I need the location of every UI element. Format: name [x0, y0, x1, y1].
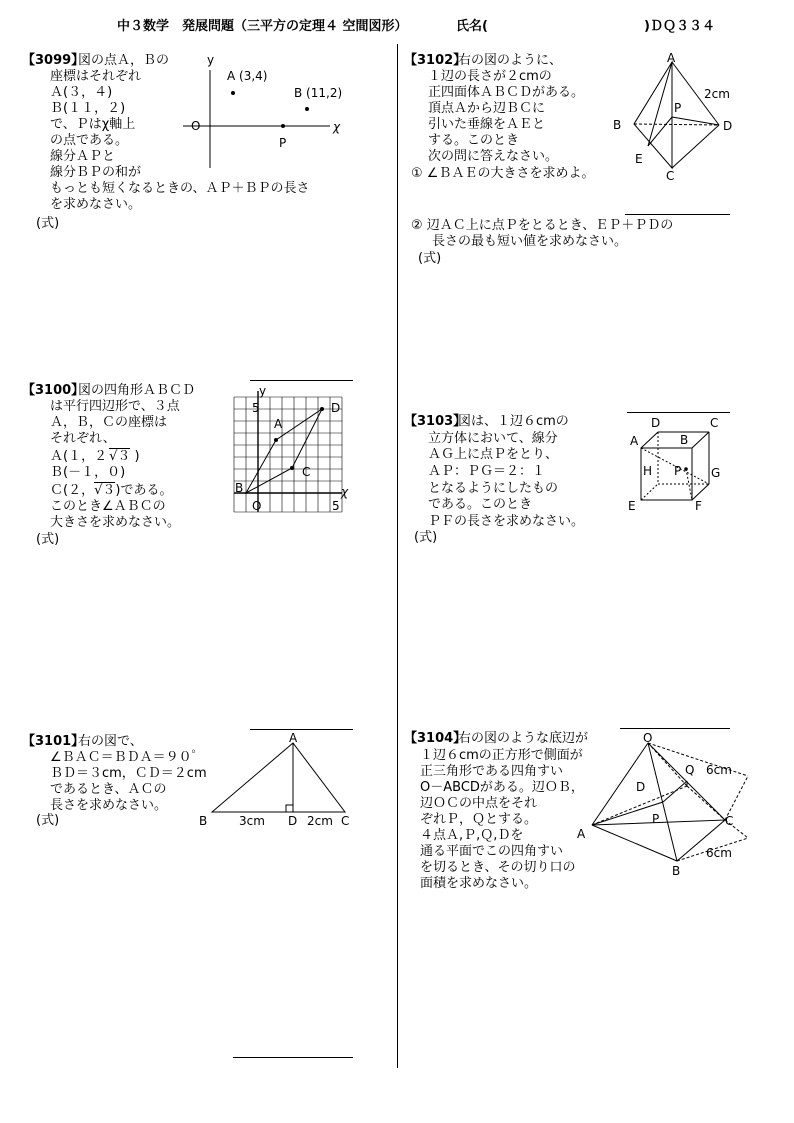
- problem-line: ＰＦの長さを求めなさい。: [428, 514, 585, 529]
- problem-line: 図の点Ａ，Ｂの: [78, 53, 170, 68]
- tick-label-five-x: 5: [332, 499, 340, 513]
- answer-line: [250, 380, 353, 381]
- problem-line: それぞれ、: [50, 431, 116, 446]
- problem-line: ぞれＰ，Ｑとする。: [420, 812, 538, 827]
- point-p: [281, 124, 285, 128]
- problem-line: 長さを求めなさい。: [50, 798, 168, 813]
- answer-line: [233, 1057, 353, 1058]
- point-q-label: Q: [685, 763, 695, 777]
- problem-line: する。このとき: [428, 133, 520, 148]
- problem-number: 【3101】: [22, 734, 85, 749]
- point-c-label: C: [710, 416, 719, 430]
- problem-line: 通る平面でこの四角すい: [420, 844, 564, 859]
- point-h-label: H: [643, 464, 653, 478]
- point-a: [274, 438, 278, 442]
- problem-line: 右の図のように、: [458, 53, 563, 68]
- segment-pd: [672, 117, 719, 125]
- problem-line: となるようにしたもの: [428, 481, 559, 496]
- point-p-label: P: [279, 136, 287, 150]
- edge-eh-hidden: [641, 484, 658, 500]
- problem-line: Ｃ(２，√３)である。: [50, 483, 173, 498]
- origin-label: O: [191, 119, 201, 133]
- point-o-label: O: [643, 731, 653, 745]
- problem-line: 立方体において、線分: [428, 431, 558, 446]
- y-axis-label: y: [207, 53, 215, 67]
- problem-line: 右の図で、: [78, 734, 143, 749]
- length-bd-label: 3cm: [239, 814, 265, 828]
- problem-line: 図の四角形ＡＢＣＤ: [78, 383, 196, 398]
- work-label: (式): [36, 532, 60, 547]
- problem-line: １辺６cmの正方形で側面が: [420, 748, 583, 763]
- point-a-label: A: [577, 827, 586, 841]
- point-p-label: P: [674, 101, 682, 115]
- tetrahedron-figure: [608, 50, 738, 185]
- point-f-label: F: [695, 499, 702, 513]
- problem-line: で、Ｐはχ軸上: [50, 117, 136, 132]
- problem-number: 【3104】: [404, 731, 467, 746]
- question-2-cont: 長さの最も短い値を求めなさい。: [432, 234, 628, 249]
- point-e-label: E: [628, 499, 636, 513]
- problem-line: を切るとき、その切り口の: [420, 860, 576, 875]
- length-dc-label: 2cm: [307, 814, 333, 828]
- problem-line: 大きさを求めなさい。: [50, 515, 181, 530]
- right-angle-mark: [286, 805, 293, 812]
- point-a-label: A: [667, 51, 676, 65]
- point-d-label: D: [723, 119, 733, 133]
- point-p: [684, 467, 688, 471]
- point-b: [305, 107, 309, 111]
- y-axis-label: y: [259, 384, 267, 398]
- work-label: (式): [36, 216, 60, 231]
- work-label: (式): [36, 813, 60, 828]
- edge-bd-hidden: [634, 124, 719, 125]
- problem-line: 線分ＢＰの和が: [50, 165, 142, 180]
- question-2: ② 辺ＡＣ上に点Ｐをとるとき、ＥＰ＋ＰＤの: [411, 218, 674, 233]
- problem-line: 線分ＡＰと: [50, 149, 116, 164]
- problem-line: ４点Ａ,Ｐ,Ｑ,Ｄを: [420, 828, 524, 843]
- coordinate-figure: [180, 50, 350, 170]
- tick-label-five-y: 5: [252, 401, 260, 415]
- question-1: ① ∠ＢＡＥの大きさを求めよ。: [411, 166, 595, 181]
- point-a-label: A (3,4): [227, 69, 268, 83]
- origin-label: O: [252, 499, 262, 513]
- length-label-1: 6cm: [706, 763, 732, 777]
- edge-ad: [641, 432, 658, 448]
- pyramid-figure: [572, 728, 752, 878]
- cube-figure: [624, 412, 744, 517]
- point-d: [320, 407, 324, 411]
- problem-line: 頂点Ａから辺ＢＣに: [428, 101, 546, 116]
- problem-number: 【3103】: [404, 414, 467, 429]
- point-d-label: D: [636, 780, 646, 794]
- point-d-label: D: [288, 814, 298, 828]
- worksheet-code: )ＤＱ３３４: [644, 19, 715, 34]
- problem-number: 【3100】: [22, 383, 85, 398]
- length-label-2: 6cm: [706, 846, 732, 860]
- point-a-label: A: [289, 731, 298, 745]
- point-a-label: A: [630, 434, 639, 448]
- problem-line: 引いた垂線をＡＥと: [428, 117, 546, 132]
- edge-fg: [692, 484, 709, 500]
- edge-length-label: 2cm: [704, 87, 730, 101]
- point-b-label: B: [680, 433, 689, 447]
- problem-line: の点である。: [50, 133, 129, 148]
- problem-line: 右の図のような底辺が: [458, 731, 589, 746]
- point-e-label: E: [635, 152, 643, 166]
- section-pq: [663, 781, 687, 802]
- edge-cd: [672, 125, 719, 168]
- problem-line: Ｂ(－１，０): [50, 465, 126, 480]
- problem-line: O－ABCDがある。辺ＯＢ，: [420, 780, 584, 795]
- point-p-label: P: [674, 464, 682, 478]
- point-c-label: C: [725, 814, 734, 828]
- answer-line: [250, 729, 353, 730]
- problem-line: は平行四辺形で、３点: [50, 399, 180, 414]
- problem-line: 次の問に答えなさい。: [428, 149, 559, 164]
- work-label: (式): [418, 251, 442, 266]
- point-p-label: P: [652, 812, 660, 826]
- problem-line: ＢＤ＝３cm，ＣＤ＝２cm: [50, 766, 207, 781]
- edge-bc: [692, 432, 709, 448]
- point-b-label: B: [199, 814, 208, 828]
- problem-line: Ａ，Ｂ，Ｃの座標は: [50, 415, 168, 430]
- x-axis-label: χ: [341, 485, 349, 499]
- problem-number: 【3099】: [22, 53, 85, 68]
- problem-line: Ａ(３，４): [50, 85, 113, 100]
- segment-ep: [648, 117, 672, 146]
- problem-line: 図は、１辺６cmの: [458, 414, 569, 429]
- problem-line: であるとき、ＡＣの: [50, 782, 167, 797]
- answer-line: [625, 214, 730, 215]
- point-g-label: G: [711, 466, 721, 480]
- problem-line: 正四面体ＡＢＣＤがある。: [428, 85, 585, 100]
- problem-line: １辺の長さが２cmの: [428, 69, 552, 84]
- problem-number: 【3102】: [404, 53, 467, 68]
- problem-line: ∠ＢＡＣ＝ＢＤＡ＝９０゜: [50, 750, 205, 765]
- problem-line: このとき∠ＡＢＣの: [50, 499, 166, 514]
- point-d-label: D: [331, 401, 341, 415]
- point-c: [290, 466, 294, 470]
- point-c-label: C: [666, 169, 675, 183]
- problem-line: ＡＰ：ＰＧ＝２：１: [428, 464, 546, 479]
- grid-figure: [230, 385, 350, 515]
- problem-line: 座標はそれぞれ: [50, 69, 142, 84]
- point-d-label: D: [651, 416, 661, 430]
- point-b-label: B: [672, 864, 681, 878]
- point-c-label: C: [302, 465, 311, 479]
- triangle-abc: [212, 743, 345, 812]
- point-c-label: C: [341, 814, 350, 828]
- point-b-label: B: [235, 481, 244, 495]
- point-a: [231, 91, 235, 95]
- problem-line: 正三角形である四角すい: [420, 764, 564, 779]
- x-axis-label: χ: [333, 120, 341, 134]
- problem-line: Ｂ(１１，２): [50, 101, 126, 116]
- problem-line: である。このとき: [428, 497, 533, 512]
- problem-line: を求めなさい。: [50, 197, 142, 212]
- name-label: 氏名(: [456, 19, 488, 34]
- problem-line: Ａ(１，２ √３ ): [50, 449, 140, 464]
- work-label: (式): [414, 530, 438, 545]
- problem-line: 面積を求めなさい。: [420, 876, 538, 891]
- point-b-label: B (11,2): [294, 86, 343, 100]
- column-divider: [397, 44, 398, 1068]
- problem-line: もっとも短くなるときの、ＡＰ＋ＢＰの長さ: [50, 181, 310, 196]
- problem-line: ＡＧ上に点Ｐをとり、: [428, 447, 559, 462]
- point-a-label: A: [274, 417, 283, 431]
- perpendicular-ae: [648, 62, 672, 146]
- page-title: 中３数学 発展問題（三平方の定理４ 空間図形）: [117, 19, 408, 34]
- triangle-figure: [198, 731, 358, 826]
- problem-line: 辺ＯＣの中点をそれ: [420, 796, 538, 811]
- point-b-label: B: [613, 118, 622, 132]
